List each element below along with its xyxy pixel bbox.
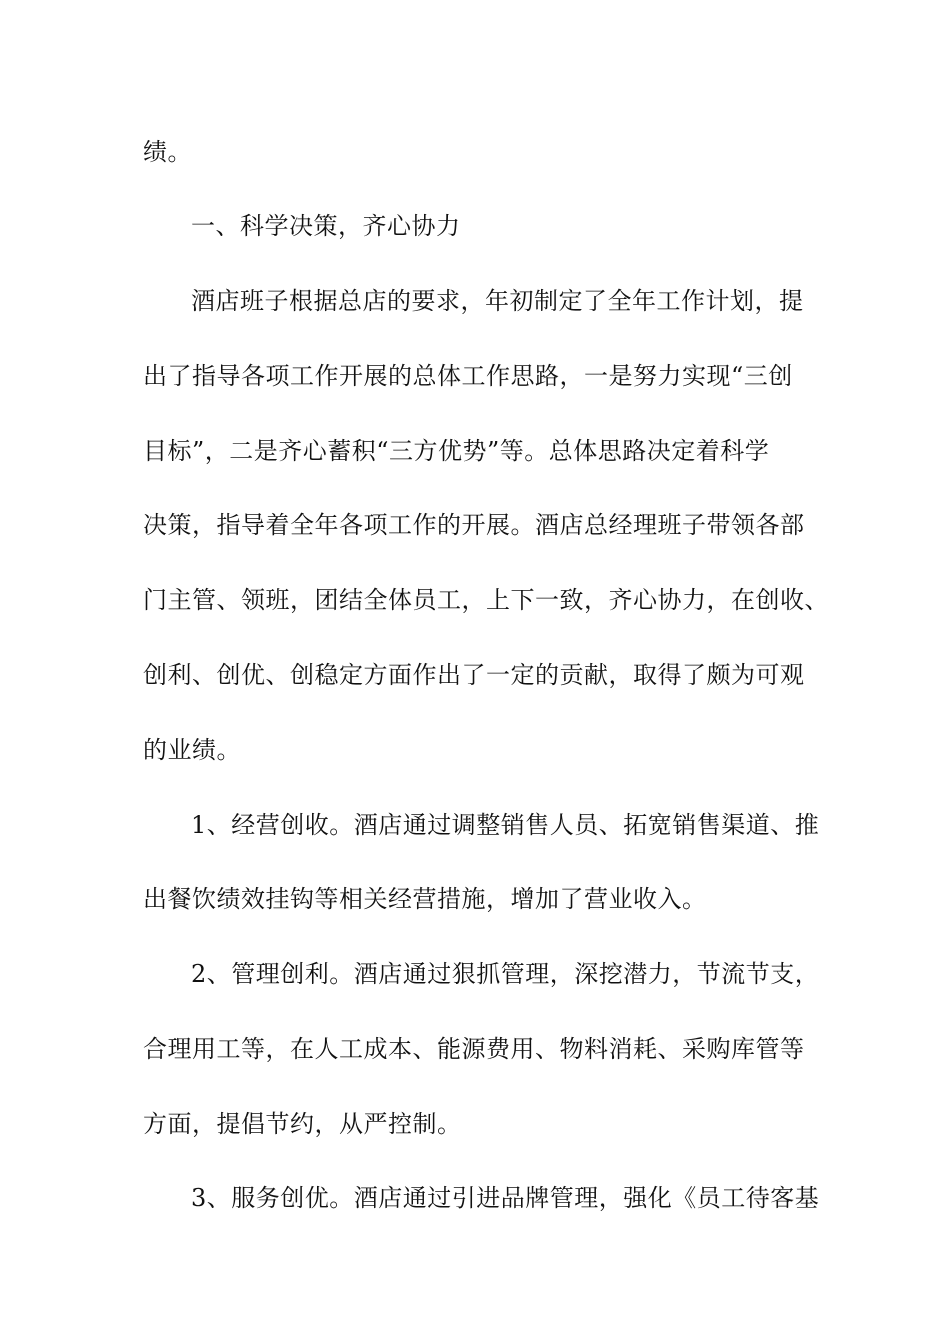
text-line: 决策，指导着全年各项工作的开展。酒店总经理班子带领各部 xyxy=(143,511,805,539)
text-line: 目标”，二是齐心蓄积“三方优势”等。总体思路决定着科学 xyxy=(143,437,770,465)
text-line: 2、管理创利。酒店通过狠抓管理，深挖潜力，节流节支， xyxy=(191,960,820,988)
text-line: 酒店班子根据总店的要求，年初制定了全年工作计划，提 xyxy=(191,287,804,315)
section-heading: 一、科学决策，齐心协力 xyxy=(191,212,461,240)
text-line: 创利、创优、创稳定方面作出了一定的贡献，取得了颇为可观 xyxy=(143,661,805,689)
text-line: 出了指导各项工作开展的总体工作思路，一是努力实现“三创 xyxy=(143,362,793,390)
text-line: 出餐饮绩效挂钩等相关经营措施，增加了营业收入。 xyxy=(143,885,707,913)
text-line: 方面，提倡节约，从严控制。 xyxy=(143,1110,462,1138)
text-line: 1、经营创收。酒店通过调整销售人员、拓宽销售渠道、推 xyxy=(191,811,820,839)
text-line: 合理用工等，在人工成本、能源费用、物料消耗、采购库管等 xyxy=(143,1035,805,1063)
text-line: 3、服务创优。酒店通过引进品牌管理，强化《员工待客基 xyxy=(191,1184,820,1212)
text-line: 的业绩。 xyxy=(143,736,241,764)
text-line: 门主管、领班，团结全体员工，上下一致，齐心协力，在创收、 xyxy=(143,586,829,614)
text-line: 绩。 xyxy=(143,138,192,166)
